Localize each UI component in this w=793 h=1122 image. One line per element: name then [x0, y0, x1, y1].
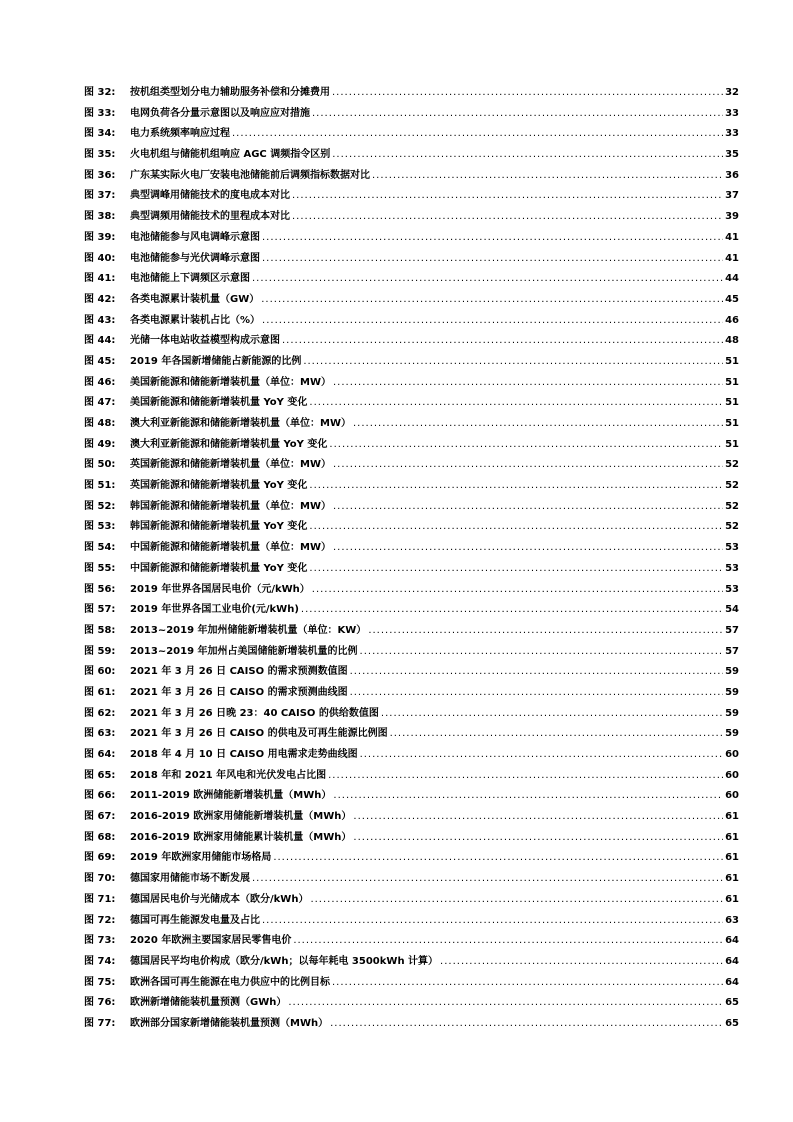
figure-number: 图 60: [84, 666, 116, 678]
figure-number: 图 44: [84, 335, 116, 347]
toc-entry[interactable] [84, 786, 739, 807]
dot-leader [440, 956, 723, 967]
figure-number: 图 40: [84, 252, 116, 264]
figure-title: 2013~2019 年加州占美国储能新增装机量的比例 [130, 645, 358, 657]
dot-leader [262, 232, 723, 243]
toc-entry[interactable] [84, 580, 739, 601]
figure-number: 图 41: [84, 273, 116, 285]
page-number: 65 [725, 1017, 739, 1029]
figure-number: 图 76: [84, 997, 116, 1009]
page-number: 64 [725, 935, 739, 947]
dot-leader [288, 997, 723, 1008]
page-number: 51 [725, 355, 739, 367]
dot-leader [390, 728, 723, 739]
figure-number: 图 39: [84, 231, 116, 243]
dot-leader [282, 335, 723, 346]
figure-title: 2011-2019 欧洲储能新增装机量（MWh） [130, 790, 332, 802]
figure-title: 各类电源累计装机量（GW） [130, 293, 260, 305]
toc-entry[interactable] [84, 1014, 739, 1035]
figure-title: 火电机组与储能机组响应 AGC 调频指令区别 [130, 149, 331, 161]
dot-leader [353, 811, 723, 822]
page-number: 59 [725, 666, 739, 678]
figure-number: 图 73: [84, 935, 116, 947]
dot-leader [360, 646, 723, 657]
dot-leader [301, 604, 723, 615]
dot-leader [333, 790, 723, 801]
dot-leader [303, 356, 723, 367]
toc-entry[interactable] [84, 414, 739, 435]
figure-number: 图 52: [84, 500, 116, 512]
figure-title: 电力系统频率响应过程 [130, 128, 230, 140]
page-number: 63 [725, 914, 739, 926]
figure-title: 中国新能源和储能新增装机量 YoY 变化 [130, 562, 308, 574]
toc-entry[interactable] [84, 311, 739, 332]
page-number: 61 [725, 852, 739, 864]
figure-title: 2019 年世界各国居民电价（元/kWh） [130, 583, 310, 595]
dot-leader [350, 666, 723, 677]
figure-number: 图 77: [84, 1017, 116, 1029]
figure-number: 图 67: [84, 811, 116, 823]
figure-title: 欧洲部分国家新增储能装机量预测（MWh） [130, 1017, 329, 1029]
dot-leader [350, 687, 723, 698]
dot-leader [262, 915, 723, 926]
toc-entry[interactable] [84, 952, 739, 973]
page-number: 61 [725, 831, 739, 843]
toc-entry[interactable] [84, 186, 739, 207]
toc-entry[interactable] [84, 352, 739, 373]
figure-title: 德国家用储能市场不断发展 [130, 873, 250, 885]
dot-leader [309, 480, 723, 491]
figure-title: 英国新能源和储能新增装机量 YoY 变化 [130, 480, 308, 492]
figure-title: 光储一体电站收益模型构成示意图 [130, 335, 280, 347]
page-number: 53 [725, 542, 739, 554]
page-number: 52 [725, 459, 739, 471]
page-number: 41 [725, 252, 739, 264]
dot-leader [293, 935, 723, 946]
figure-title: 典型调峰用储能技术的度电成本对比 [130, 190, 290, 202]
figure-title: 2021 年 3 月 26 日 CAISO 的需求预测曲线图 [130, 686, 348, 698]
figure-title: 2019 年世界各国工业电价(元/kWh) [130, 604, 299, 616]
page-number: 52 [725, 500, 739, 512]
toc-entry[interactable] [84, 807, 739, 828]
figure-number: 图 45: [84, 355, 116, 367]
figure-title: 2021 年 3 月 26 日 CAISO 的需求预测数值图 [130, 666, 348, 678]
page-number: 36 [725, 169, 739, 181]
dot-leader [332, 977, 723, 988]
figure-title: 电池储能上下调频区示意图 [130, 273, 250, 285]
page-number: 60 [725, 769, 739, 781]
toc-entry[interactable] [84, 538, 739, 559]
toc-entry[interactable] [84, 869, 739, 890]
toc-entry[interactable] [84, 931, 739, 952]
figure-title: 澳大利亚新能源和储能新增装机量 YoY 变化 [130, 438, 328, 450]
toc-entry[interactable] [84, 642, 739, 663]
dot-leader [292, 211, 723, 222]
figure-number: 图 70: [84, 873, 116, 885]
dot-leader [333, 542, 723, 553]
page-number: 57 [725, 624, 739, 636]
figure-title: 2021 年 3 月 26 日晚 23：40 CAISO 的供给数值图 [130, 707, 379, 719]
dot-leader [332, 149, 723, 160]
figure-number: 图 68: [84, 831, 116, 843]
dot-leader [333, 501, 723, 512]
figure-number: 图 72: [84, 914, 116, 926]
dot-leader [381, 708, 723, 719]
figure-number: 图 59: [84, 645, 116, 657]
figure-number: 图 36: [84, 169, 116, 181]
page-number: 51 [725, 397, 739, 409]
page-number: 48 [725, 335, 739, 347]
figure-number: 图 69: [84, 852, 116, 864]
figure-number: 图 34: [84, 128, 116, 140]
dot-leader [312, 108, 723, 119]
table-of-figures [84, 83, 739, 1035]
figure-title: 美国新能源和储能新增装机量（单位：MW） [130, 376, 331, 388]
toc-entry[interactable] [84, 104, 739, 125]
figure-title: 2016-2019 欧洲家用储能累计装机量（MWh） [130, 831, 352, 843]
figure-number: 图 42: [84, 293, 116, 305]
dot-leader [292, 190, 723, 201]
toc-entry[interactable] [84, 517, 739, 538]
toc-entry[interactable] [84, 704, 739, 725]
page-number: 45 [725, 293, 739, 305]
toc-entry[interactable] [84, 890, 739, 911]
toc-entry[interactable] [84, 83, 739, 104]
page-number: 39 [725, 211, 739, 223]
toc-entry[interactable] [84, 249, 739, 270]
toc-entry[interactable] [84, 145, 739, 166]
figure-title: 电池储能参与风电调峰示意图 [130, 231, 260, 243]
toc-entry[interactable] [84, 331, 739, 352]
figure-title: 2021 年 3 月 26 日 CAISO 的供电及可再生能源比例图 [130, 728, 388, 740]
page-number: 59 [725, 686, 739, 698]
dot-leader [312, 584, 723, 595]
page-number: 60 [725, 749, 739, 760]
page-number: 64 [725, 955, 739, 967]
toc-entry[interactable] [84, 373, 739, 394]
figure-title: 2019 年欧洲家用储能市场格局 [130, 852, 272, 864]
toc-entry[interactable] [84, 600, 739, 621]
page-number: 65 [725, 997, 739, 1009]
figure-number: 图 71: [84, 893, 116, 905]
figure-number: 图 56: [84, 583, 116, 595]
dot-leader [333, 377, 723, 388]
dot-leader [252, 873, 723, 884]
figure-number: 图 61: [84, 686, 116, 698]
figure-number: 图 46: [84, 376, 116, 388]
page-number: 57 [725, 645, 739, 657]
toc-entry[interactable] [84, 911, 739, 932]
figure-title: 澳大利亚新能源和储能新增装机量（单位：MW） [130, 418, 351, 429]
toc-entry[interactable] [84, 766, 739, 787]
figure-number: 图 32: [84, 87, 116, 98]
figure-number: 图 63: [84, 728, 116, 740]
figure-number: 图 49: [84, 438, 116, 450]
dot-leader [273, 852, 723, 863]
figure-number: 图 55: [84, 562, 116, 574]
figure-title: 美国新能源和储能新增装机量 YoY 变化 [130, 397, 308, 409]
dot-leader [310, 894, 723, 905]
page-number: 53 [725, 562, 739, 574]
toc-entry[interactable] [84, 269, 739, 290]
page-number: 37 [725, 190, 739, 202]
toc-entry[interactable] [84, 621, 739, 642]
page-number: 41 [725, 231, 739, 243]
page-number: 33 [725, 128, 739, 140]
figure-number: 图 54: [84, 542, 116, 554]
toc-entry[interactable] [84, 207, 739, 228]
page-number: 59 [725, 707, 739, 719]
figure-title: 欧洲新增储能装机量预测（GWh） [130, 997, 287, 1009]
figure-title: 2013~2019 年加州储能新增装机量（单位：KW） [130, 624, 367, 636]
page-number: 54 [725, 604, 739, 616]
figure-number: 图 43: [84, 314, 116, 326]
figure-title: 2020 年欧洲主要国家居民零售电价 [130, 935, 292, 947]
dot-leader [372, 170, 723, 181]
toc-entry[interactable] [84, 435, 739, 456]
figure-number: 图 48: [84, 418, 116, 429]
toc-entry[interactable] [84, 124, 739, 145]
figure-title: 各类电源累计装机占比（%） [130, 314, 261, 326]
figure-title: 2019 年各国新增储能占新能源的比例 [130, 355, 302, 367]
dot-leader [353, 832, 723, 843]
dot-leader [353, 418, 723, 429]
dot-leader [368, 625, 723, 636]
toc-entry[interactable] [84, 973, 739, 994]
page-number: 46 [725, 314, 739, 326]
dot-leader [252, 273, 723, 284]
figure-title: 德国居民平均电价构成（欧分/kWh；以每年耗电 3500kWh 计算） [130, 955, 439, 967]
page-number: 61 [725, 893, 739, 905]
figure-number: 图 37: [84, 190, 116, 202]
dot-leader [309, 521, 723, 532]
figure-title: 韩国新能源和储能新增装机量（单位：MW） [130, 500, 331, 512]
figure-title: 欧洲各国可再生能源在电力供应中的比例目标 [130, 976, 330, 988]
toc-entry[interactable] [84, 848, 739, 869]
toc-entry[interactable] [84, 228, 739, 249]
figure-title: 中国新能源和储能新增装机量（单位：MW） [130, 542, 331, 554]
figure-title: 广东某实际火电厂安装电池储能前后调频指标数据对比 [130, 169, 370, 181]
figure-number: 图 75: [84, 976, 116, 988]
page-number: 51 [725, 418, 739, 429]
figure-title: 韩国新能源和储能新增装机量 YoY 变化 [130, 521, 308, 533]
toc-entry[interactable] [84, 724, 739, 745]
page-number: 51 [725, 438, 739, 450]
page-number: 35 [725, 149, 739, 161]
dot-leader [360, 749, 723, 760]
figure-number: 图 64: [84, 749, 116, 760]
dot-leader [262, 253, 723, 264]
dot-leader [329, 439, 723, 450]
figure-title: 德国居民电价与光储成本（欧分/kWh） [130, 893, 309, 905]
figure-title: 电池储能参与光伏调峰示意图 [130, 252, 260, 264]
figure-number: 图 35: [84, 149, 116, 161]
page-number: 51 [725, 376, 739, 388]
toc-entry[interactable] [84, 290, 739, 311]
figure-number: 图 74: [84, 955, 116, 967]
figure-title: 2018 年 4 月 10 日 CAISO 用电需求走势曲线图 [130, 749, 358, 760]
page-number: 59 [725, 728, 739, 740]
dot-leader [309, 563, 723, 574]
page-number: 60 [725, 790, 739, 802]
toc-entry[interactable] [84, 662, 739, 683]
page-number: 61 [725, 811, 739, 823]
dot-leader [262, 315, 723, 326]
toc-entry[interactable] [84, 455, 739, 476]
figure-number: 图 57: [84, 604, 116, 616]
figure-title: 按机组类型划分电力辅助服务补偿和分摊费用 [130, 87, 330, 98]
dot-leader [330, 1018, 723, 1029]
page-number: 53 [725, 583, 739, 595]
dot-leader [309, 397, 723, 408]
toc-entry[interactable] [84, 559, 739, 580]
page-number: 61 [725, 873, 739, 885]
page-number: 44 [725, 273, 739, 285]
figure-title: 2016-2019 欧洲家用储能新增装机量（MWh） [130, 811, 352, 823]
page-number: 32 [725, 87, 739, 98]
figure-number: 图 53: [84, 521, 116, 533]
figure-number: 图 33: [84, 107, 116, 119]
figure-number: 图 66: [84, 790, 116, 802]
toc-entry[interactable] [84, 683, 739, 704]
dot-leader [328, 770, 723, 781]
figure-number: 图 50: [84, 459, 116, 471]
toc-entry[interactable] [84, 476, 739, 497]
figure-number: 图 65: [84, 769, 116, 781]
dot-leader [232, 128, 723, 139]
toc-entry[interactable] [84, 745, 739, 766]
toc-entry[interactable] [84, 993, 739, 1014]
toc-entry[interactable] [84, 393, 739, 414]
dot-leader [332, 87, 723, 98]
page-number: 52 [725, 521, 739, 533]
dot-leader [333, 459, 723, 470]
figure-title: 英国新能源和储能新增装机量（单位：MW） [130, 459, 331, 471]
toc-entry[interactable] [84, 166, 739, 187]
page-number: 64 [725, 976, 739, 988]
figure-title: 电网负荷各分量示意图以及响应应对措施 [130, 107, 310, 119]
figure-title: 德国可再生能源发电量及占比 [130, 914, 260, 926]
figure-number: 图 51: [84, 480, 116, 492]
figure-title: 典型调频用储能技术的里程成本对比 [130, 211, 290, 223]
toc-entry[interactable] [84, 828, 739, 849]
figure-number: 图 58: [84, 624, 116, 636]
figure-number: 图 38: [84, 211, 116, 223]
page-number: 33 [725, 107, 739, 119]
page-number: 52 [725, 480, 739, 492]
figure-title: 2018 年和 2021 年风电和光伏发电占比图 [130, 769, 327, 781]
figure-number: 图 62: [84, 707, 116, 719]
figure-number: 图 47: [84, 397, 116, 409]
toc-entry[interactable] [84, 497, 739, 518]
dot-leader [261, 294, 723, 305]
